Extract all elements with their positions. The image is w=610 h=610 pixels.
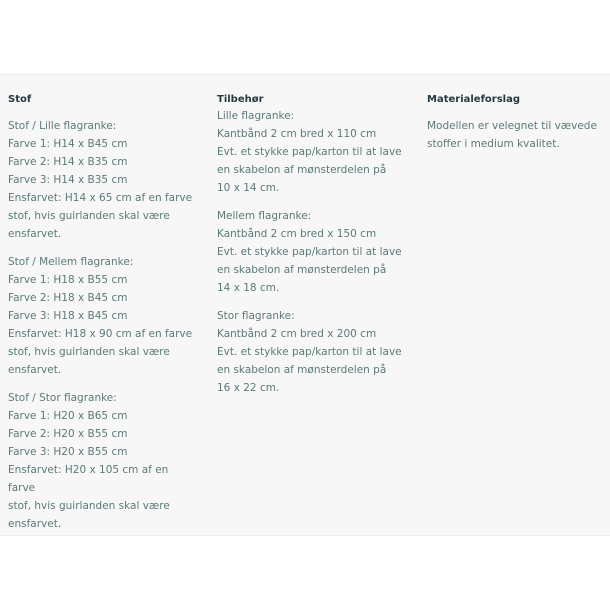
stof-mellem-title: Stof / Mellem flagranke: bbox=[8, 256, 134, 268]
stof-lille-line: ensfarvet. bbox=[8, 228, 62, 240]
tilbehor-lille-line: Kantbånd 2 cm bred x 110 cm bbox=[217, 128, 377, 140]
stof-lille-line: Farve 3: H14 x B35 cm bbox=[8, 174, 128, 186]
stof-stor-line: Ensfarvet: H20 x 105 cm af en farve bbox=[8, 464, 169, 494]
tilbehor-column bbox=[217, 93, 402, 407]
stof-mellem-line: Farve 2: H18 x B45 cm bbox=[8, 292, 128, 304]
tilbehor-lille-line: 10 x 14 cm. bbox=[217, 182, 280, 194]
tilbehor-lille-title: Lille flagranke: bbox=[217, 110, 295, 122]
stof-lille-line: Ensfarvet: H14 x 65 cm af en farve bbox=[8, 192, 193, 204]
tilbehor-stor-line: 16 x 22 cm. bbox=[217, 382, 280, 394]
stof-lille-title: Stof / Lille flagranke: bbox=[8, 120, 117, 132]
tilbehor-stor-line: en skabelon af mønsterdelen på bbox=[217, 364, 387, 376]
tilbehor-mellem-title: Mellem flagranke: bbox=[217, 210, 312, 222]
stof-lille-line: Farve 2: H14 x B35 cm bbox=[8, 156, 128, 168]
stof-stor-line: Farve 1: H20 x B65 cm bbox=[8, 410, 128, 422]
tilbehor-lille-line: Evt. et stykke pap/karton til at lave bbox=[217, 146, 402, 158]
tilbehor-stor-block bbox=[217, 307, 402, 397]
materialeforslag-heading: Materialeforslag bbox=[427, 94, 521, 105]
stof-mellem-line: stof, hvis guirlanden skal være bbox=[8, 346, 170, 358]
stof-stor-title: Stof / Stor flagranke: bbox=[8, 392, 117, 404]
tilbehor-mellem-line: Kantbånd 2 cm bred x 150 cm bbox=[217, 228, 377, 240]
stof-mellem-line: Ensfarvet: H18 x 90 cm af en farve bbox=[8, 328, 193, 340]
stof-stor-line: stof, hvis guirlanden skal være bbox=[8, 500, 170, 512]
materialeforslag-line: Modellen er velegnet til vævede bbox=[427, 120, 597, 132]
stof-lille-line: Farve 1: H14 x B45 cm bbox=[8, 138, 128, 150]
tilbehor-heading: Tilbehør bbox=[217, 94, 264, 105]
materialeforslag-text bbox=[427, 117, 607, 153]
stof-mellem-block bbox=[8, 253, 198, 379]
stof-mellem-line: ensfarvet. bbox=[8, 364, 62, 376]
stof-stor-line: ensfarvet. bbox=[8, 518, 62, 530]
tilbehor-stor-line: Evt. et stykke pap/karton til at lave bbox=[217, 346, 402, 358]
tilbehor-stor-title: Stor flagranke: bbox=[217, 310, 295, 322]
materialeforslag-line: stoffer i medium kvalitet. bbox=[427, 138, 560, 150]
stof-stor-block bbox=[8, 389, 198, 533]
tilbehor-mellem-line: Evt. et stykke pap/karton til at lave bbox=[217, 246, 402, 258]
stof-mellem-line: Farve 3: H18 x B45 cm bbox=[8, 310, 128, 322]
tilbehor-lille-block bbox=[217, 107, 402, 197]
material-info-panel bbox=[0, 74, 610, 536]
tilbehor-mellem-block bbox=[217, 207, 402, 297]
stof-lille-block bbox=[8, 117, 198, 243]
stof-lille-line: stof, hvis guirlanden skal være bbox=[8, 210, 170, 222]
materialeforslag-column bbox=[427, 93, 607, 153]
stof-stor-line: Farve 2: H20 x B55 cm bbox=[8, 428, 128, 440]
tilbehor-stor-line: Kantbånd 2 cm bred x 200 cm bbox=[217, 328, 377, 340]
stof-heading: Stof bbox=[8, 94, 32, 105]
stof-column bbox=[8, 93, 198, 543]
tilbehor-mellem-line: en skabelon af mønsterdelen på bbox=[217, 264, 387, 276]
stof-stor-line: Farve 3: H20 x B55 cm bbox=[8, 446, 128, 458]
tilbehor-lille-line: en skabelon af mønsterdelen på bbox=[217, 164, 387, 176]
tilbehor-mellem-line: 14 x 18 cm. bbox=[217, 282, 280, 294]
stof-mellem-line: Farve 1: H18 x B55 cm bbox=[8, 274, 128, 286]
